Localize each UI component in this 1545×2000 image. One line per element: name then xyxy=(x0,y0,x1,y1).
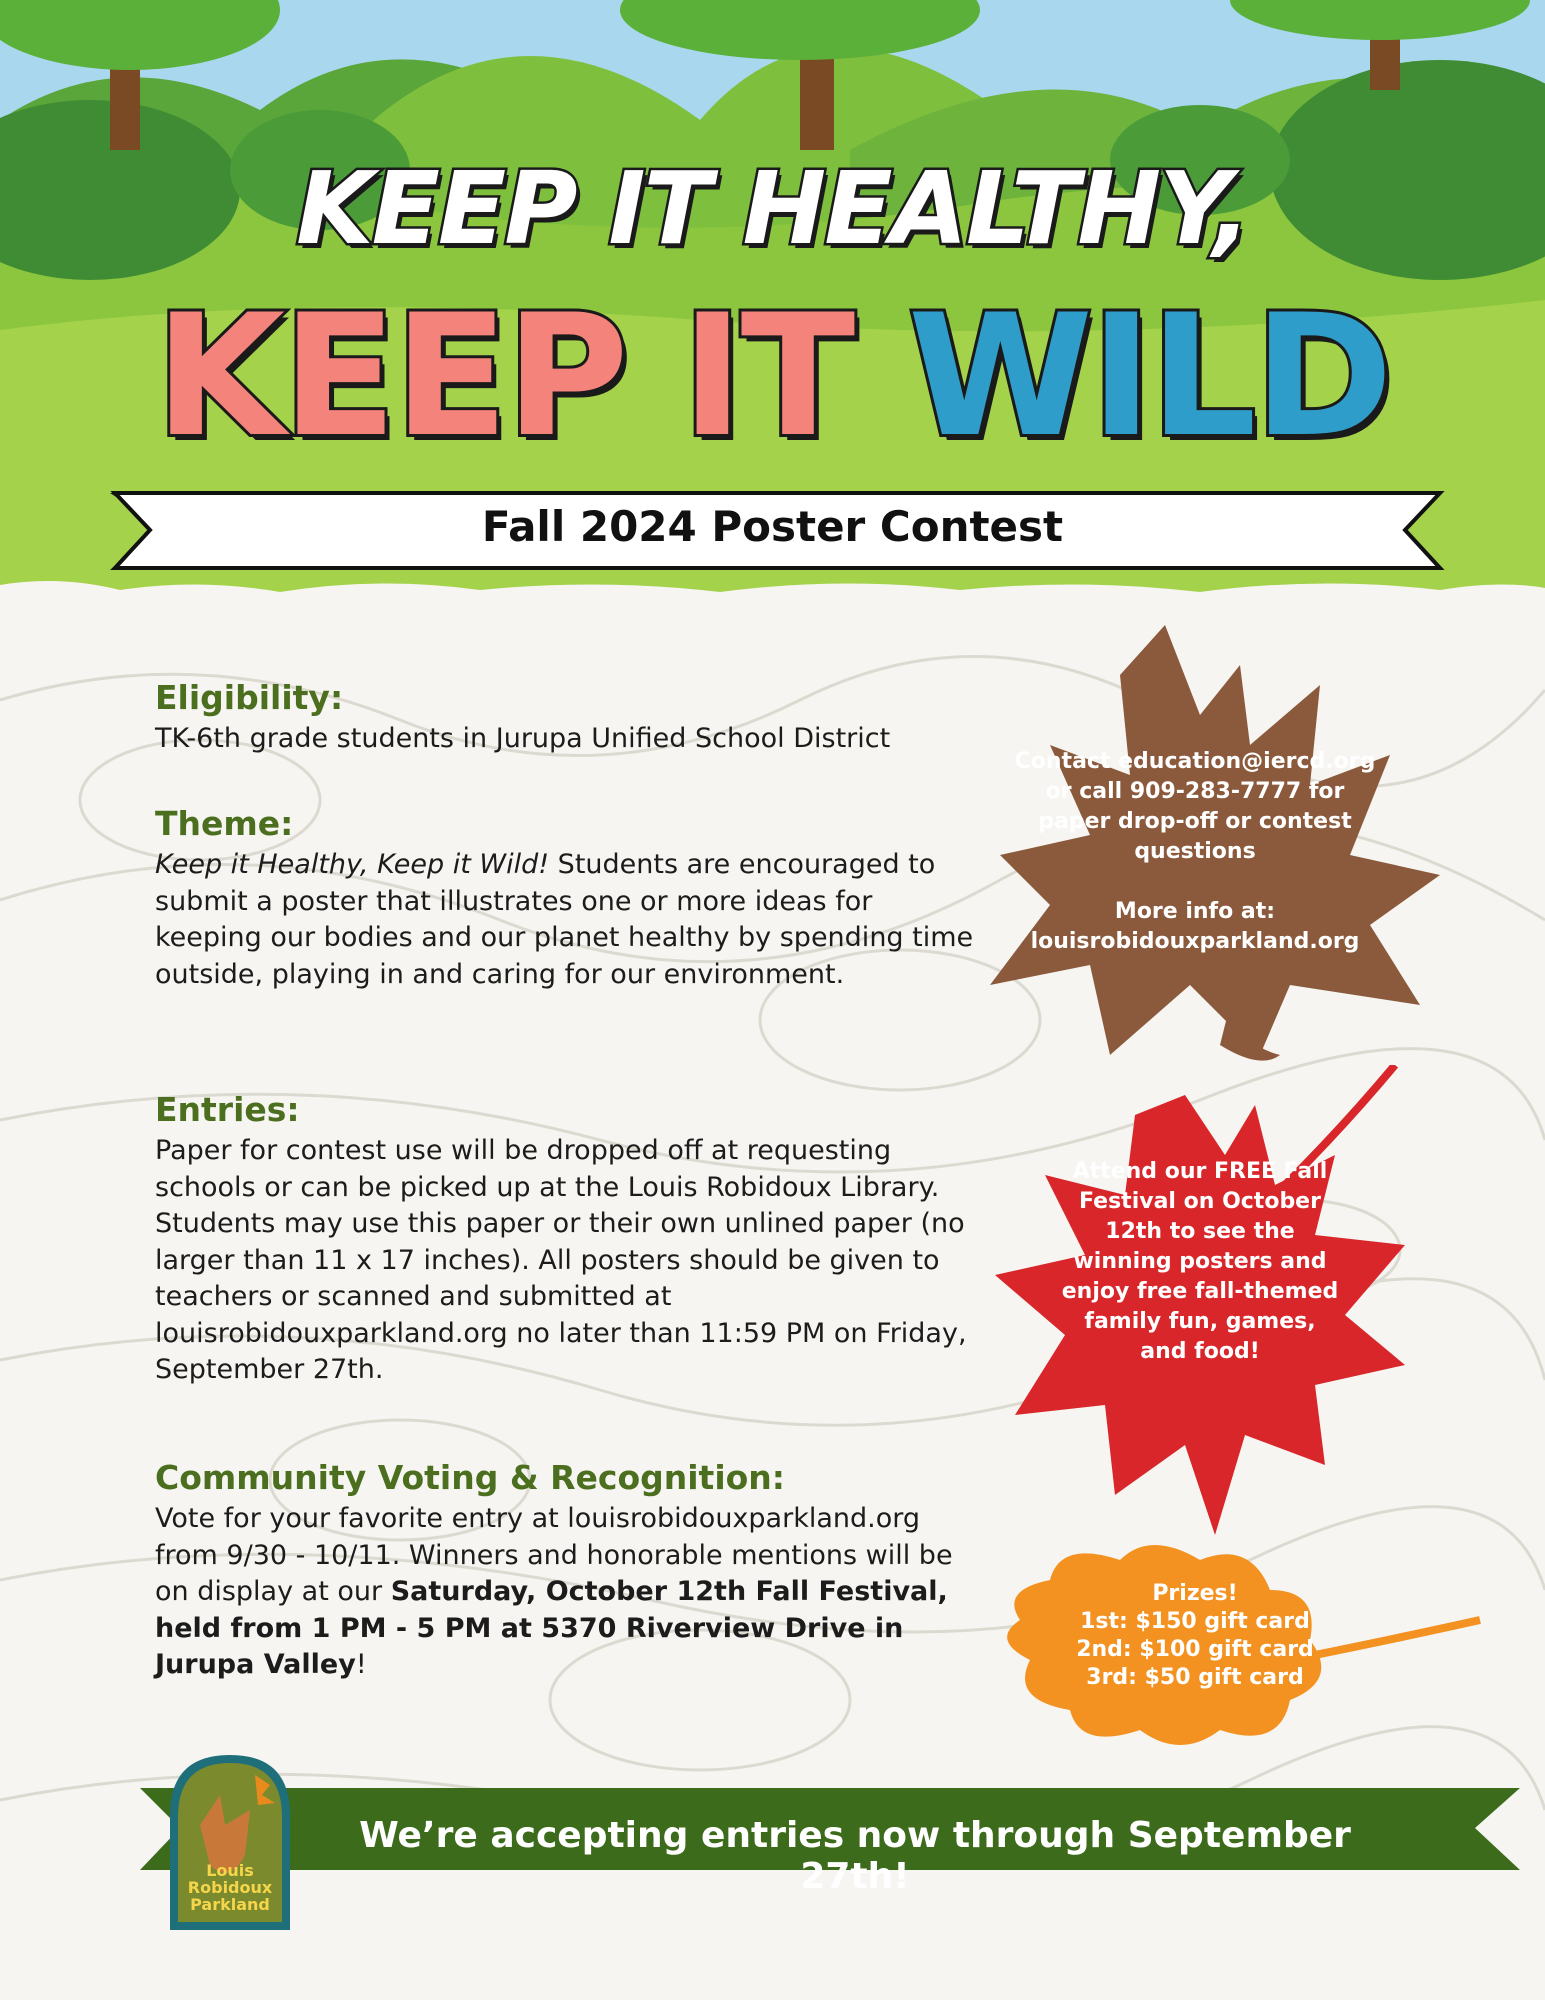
entries-heading: Entries: xyxy=(155,1090,300,1129)
prize-first: 1st: $150 gift card xyxy=(1080,1609,1310,1634)
hero-banner xyxy=(0,0,1545,600)
theme-body: Students are encouraged to submit a poster that illustrates one or more ideas for keeping our bodies and our planet healthy by spending time outside, playing in and caring for our environment. xyxy=(155,849,974,990)
eligibility-section xyxy=(155,678,975,758)
festival-line4: winning posters and xyxy=(1073,1249,1327,1274)
entries-section xyxy=(155,1090,975,1389)
more-info-label: More info at: xyxy=(1114,899,1276,924)
deadline-message: We’re accepting entries now through September 27th! xyxy=(359,1815,1351,1897)
eligibility-heading: Eligibility: xyxy=(155,678,344,717)
festival-details: Saturday, October 12th Fall Festival, held from 1 PM - 5 PM at 5370 Riverview Drive in Jurupa Valley xyxy=(155,1576,948,1680)
red-leaf-text xyxy=(1045,1157,1355,1367)
voting-end: ! xyxy=(355,1649,367,1680)
voting-section xyxy=(155,1458,975,1684)
voting-text xyxy=(155,1501,975,1684)
headline-keep-it: KEEP IT xyxy=(154,278,853,474)
contact-purpose-line: paper drop-off or contest xyxy=(1038,809,1352,834)
contest-banner-label: Fall 2024 Poster Contest xyxy=(481,502,1064,551)
prizes-heading: Prizes! xyxy=(1152,1581,1238,1606)
brown-leaf-text xyxy=(995,747,1395,957)
entries-text: Paper for contest use will be dropped off at requesting schools or can be picked up at the Louis Robidoux Library. Students may use this paper or their own unlined paper (no larger than 11 x 17 inches). All posters should be given to teachers or scanned and submitted at louisrobidouxparkland.org no later than 11:59 PM on Friday, September 27th. xyxy=(155,1135,967,1385)
contact-phone-line: or call 909-283-7777 for xyxy=(1045,779,1345,804)
headline-line1: KEEP IT HEALTHY, xyxy=(296,150,1249,267)
theme-text xyxy=(155,847,975,993)
eligibility-text: TK-6th grade students in Jurupa Unified School District xyxy=(155,723,891,754)
festival-line6: family fun, games, xyxy=(1084,1309,1316,1334)
headline-wild: WILD xyxy=(907,278,1391,474)
theme-section xyxy=(155,804,975,993)
headline-line2 xyxy=(0,278,1545,474)
orange-leaf-text xyxy=(1045,1580,1345,1692)
theme-slogan: Keep it Healthy, Keep it Wild! xyxy=(155,849,550,880)
voting-body: Vote for your favorite entry at louisrobidouxparkland.org from 9/30 - 10/11. Winners and honorable mentions will be on display at our xyxy=(155,1503,953,1607)
voting-heading: Community Voting & Recognition: xyxy=(155,1458,785,1497)
festival-line5: enjoy free fall-themed xyxy=(1061,1279,1339,1304)
festival-line3: 12th to see the xyxy=(1105,1219,1295,1244)
contact-questions-line: questions xyxy=(1134,839,1256,864)
festival-line2: Festival on October xyxy=(1079,1189,1321,1214)
festival-line1: Attend our FREE Fall xyxy=(1072,1159,1328,1184)
logo-wordmark xyxy=(170,1862,290,1913)
website-url: louisrobidouxparkland.org xyxy=(1030,929,1360,954)
festival-line7: and food! xyxy=(1140,1339,1260,1364)
logo-line2: Parkland xyxy=(190,1895,270,1914)
contact-email-line: Contact education@iercd.org xyxy=(1014,749,1376,774)
prize-second: 2nd: $100 gift card xyxy=(1076,1637,1314,1662)
logo-line1: Louis Robidoux xyxy=(187,1861,273,1897)
theme-heading: Theme: xyxy=(155,804,294,843)
prize-third: 3rd: $50 gift card xyxy=(1086,1665,1304,1690)
